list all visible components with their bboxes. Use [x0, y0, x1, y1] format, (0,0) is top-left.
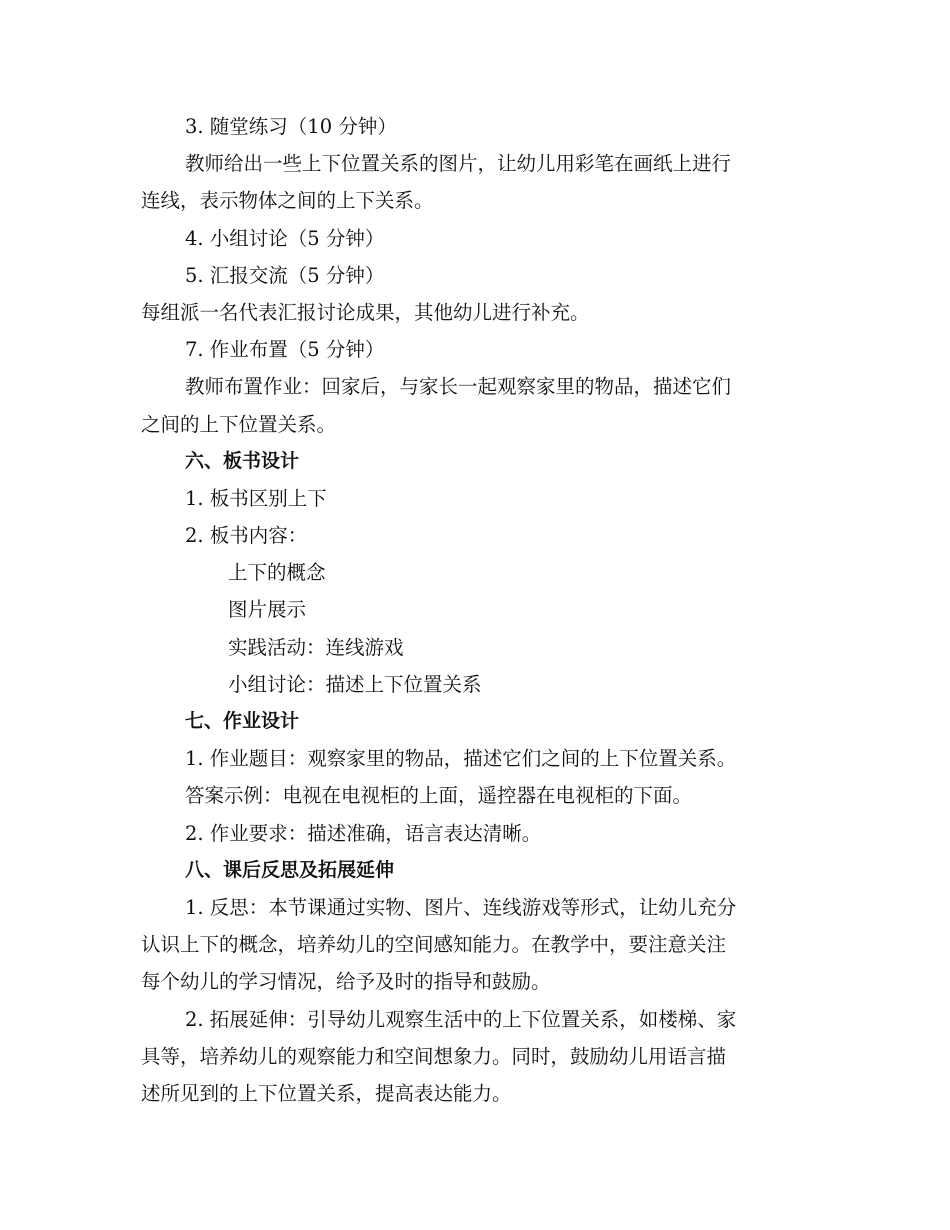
list-item-discussion: 4. 小组讨论（5 分钟） — [185, 226, 385, 250]
paragraph-line: 认识上下的概念，培养幼儿的空间感知能力。在教学中，要注意关注 — [141, 933, 727, 957]
paragraph-line: 之间的上下位置关系。 — [141, 412, 337, 436]
list-item: 1. 板书区别上下 — [185, 486, 327, 510]
list-item: 2. 板书内容： — [185, 524, 308, 548]
list-item-homework: 7. 作业布置（5 分钟） — [185, 338, 385, 362]
paragraph-line: 教师布置作业：回家后，与家长一起观察家里的物品，描述它们 — [185, 375, 732, 399]
board-content-item: 上下的概念 — [228, 561, 326, 585]
list-item: 1. 作业题目：观察家里的物品，描述它们之间的上下位置关系。 — [185, 747, 737, 771]
paragraph-line: 述所见到的上下位置关系，提高表达能力。 — [141, 1081, 512, 1105]
section-heading-board: 六、板书设计 — [185, 449, 300, 472]
list-item: 2. 拓展延伸：引导幼儿观察生活中的上下位置关系，如楼梯、家 — [185, 1007, 737, 1031]
list-item-report: 5. 汇报交流（5 分钟） — [185, 263, 385, 287]
paragraph-line: 每组派一名代表汇报讨论成果，其他幼儿进行补充。 — [141, 300, 590, 324]
section-heading-homework: 七、作业设计 — [185, 710, 300, 732]
section-heading-reflection: 八、课后反思及拓展延伸 — [185, 858, 395, 881]
board-content-item: 实践活动：连线游戏 — [228, 635, 404, 659]
document-body — [141, 108, 807, 1112]
list-item: 2. 作业要求：描述准确，语言表达清晰。 — [185, 821, 542, 845]
board-content-item: 小组讨论：描述上下位置关系 — [228, 672, 482, 696]
board-content-item: 图片展示 — [228, 598, 307, 622]
paragraph-line: 教师给出一些上下位置关系的图片，让幼儿用彩笔在画纸上进行 — [185, 152, 732, 176]
list-item-exercise: 3. 随堂练习（10 分钟） — [185, 115, 397, 138]
paragraph-line: 具等，培养幼儿的观察能力和空间想象力。同时，鼓励幼儿用语言描 — [141, 1044, 727, 1068]
paragraph-line: 连线，表示物体之间的上下关系。 — [141, 189, 434, 213]
list-item: 1. 反思：本节课通过实物、图片、连线游戏等形式，让幼儿充分 — [185, 895, 737, 919]
paragraph-line: 答案示例：电视在电视柜的上面，遥控器在电视柜的下面。 — [185, 784, 693, 808]
paragraph-line: 每个幼儿的学习情况，给予及时的指导和鼓励。 — [141, 970, 551, 994]
